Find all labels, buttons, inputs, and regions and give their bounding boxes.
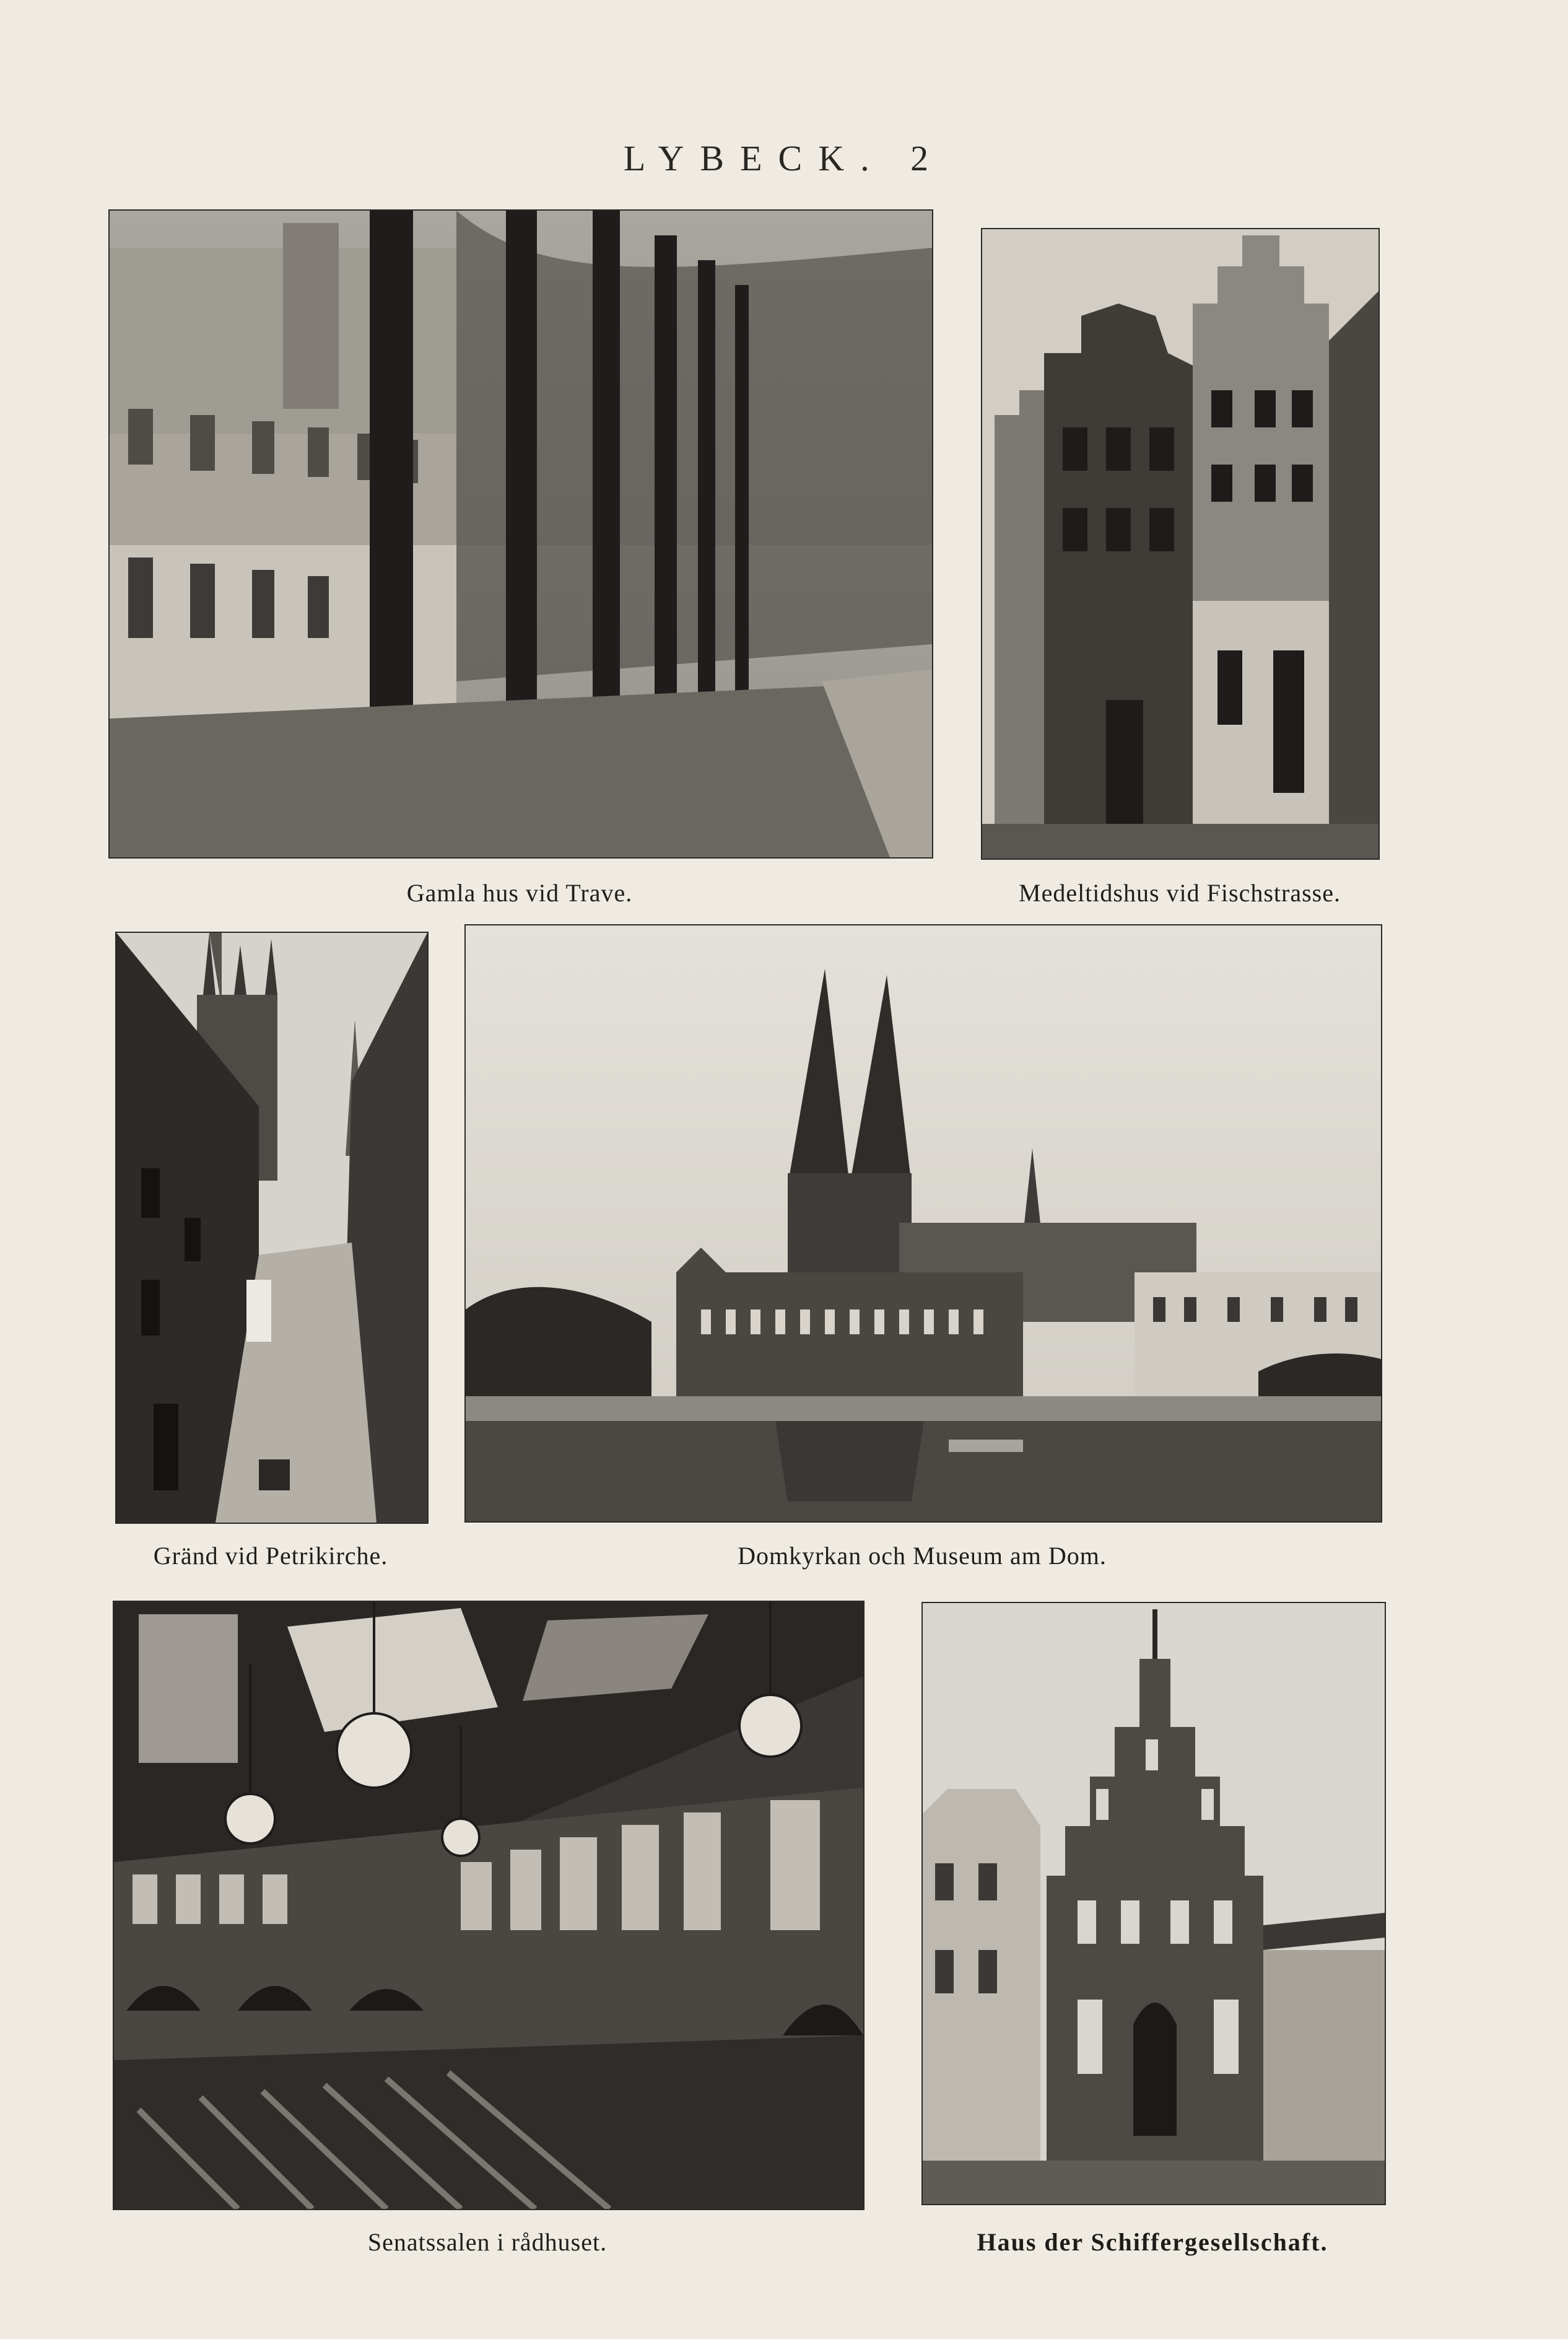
photo-medeltidshus-vid-fischstrasse [981, 228, 1380, 860]
caption-gamla-hus-vid-trave: Gamla hus vid Trave. [406, 879, 633, 907]
caption-haus-der-schiffergesellschaft: Haus der Schiffergesellschaft. [977, 2228, 1328, 2256]
photo-domkyrkan-och-museum-am-dom [464, 924, 1382, 1523]
photo-grand-vid-petrikirche [115, 932, 429, 1524]
photo-haus-der-schiffergesellschaft [921, 1602, 1386, 2205]
photo-gamla-hus-vid-trave [108, 209, 933, 859]
page-title: LYBECK. 2 [623, 138, 945, 178]
caption-medeltidshus-vid-fischstrasse: Medeltidshus vid Fischstrasse. [1019, 879, 1341, 907]
caption-grand-vid-petrikirche: Gränd vid Petrikirche. [153, 1542, 388, 1570]
caption-domkyrkan-och-museum-am-dom: Domkyrkan och Museum am Dom. [738, 1542, 1107, 1570]
photo-senatssalen-i-radhuset [113, 1601, 865, 2210]
caption-senatssalen-i-radhuset: Senatssalen i rådhuset. [367, 2228, 608, 2256]
